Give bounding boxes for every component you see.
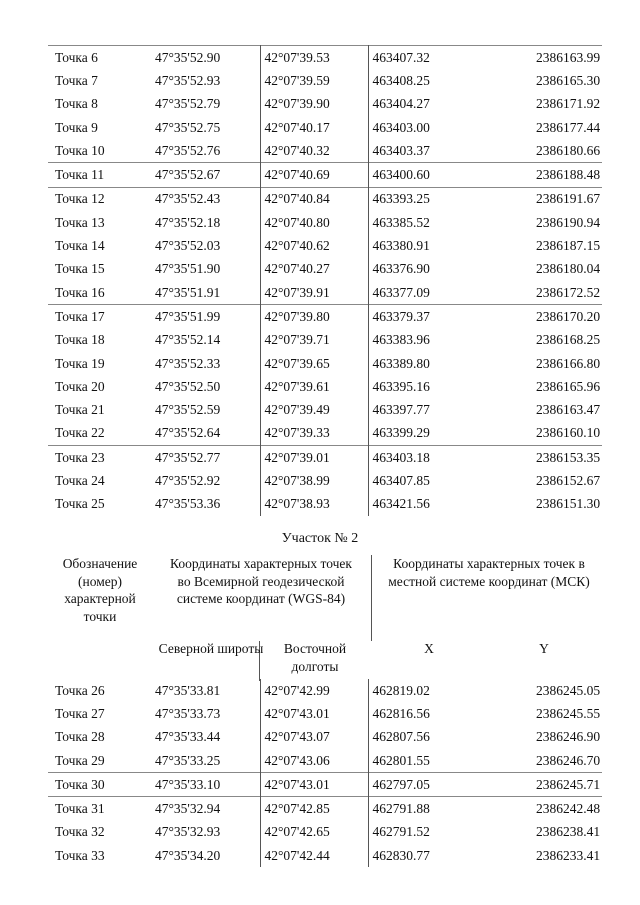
latitude-cell: 47°35'52.67 <box>148 163 260 187</box>
table-row <box>48 375 602 398</box>
coord-y-cell: 2386165.96 <box>536 378 601 394</box>
longitude-cell: 42°07'43.06 <box>260 749 368 773</box>
point-name-cell: Точка 24 <box>55 472 105 488</box>
table-row <box>48 139 602 163</box>
coord-x-cell: 463403.37 <box>372 142 430 158</box>
coord-x-cell: 462830.77 <box>372 847 430 863</box>
longitude-cell: 42°07'39.65 <box>260 352 368 375</box>
longitude-cell: 42°07'39.53 <box>260 46 368 70</box>
coord-y-cell: 2386163.99 <box>536 49 601 65</box>
point-name-cell: Точка 20 <box>55 378 105 394</box>
latitude-cell: 47°35'52.92 <box>148 469 260 492</box>
coord-y-cell: 2386180.66 <box>536 142 601 158</box>
latitude-cell: 47°35'52.79 <box>148 93 260 116</box>
longitude-cell: 42°07'40.62 <box>260 234 368 257</box>
point-name-cell: Точка 22 <box>55 425 105 441</box>
longitude-cell: 42°07'40.69 <box>260 163 368 187</box>
coord-x-cell: 463379.37 <box>368 305 482 329</box>
longitude-cell: 42°07'39.33 <box>260 422 368 446</box>
coord-x-cell: 463385.52 <box>372 214 430 230</box>
longitude-cell: 42°07'38.93 <box>260 493 368 516</box>
point-name-cell: Точка 18 <box>55 332 105 348</box>
point-name-cell: Точка 9 <box>55 119 98 135</box>
coord-x-cell: 463404.27 <box>372 96 430 112</box>
coord-y-cell: 2386170.20 <box>482 305 602 329</box>
latitude-cell: 47°35'52.43 <box>148 187 260 211</box>
latitude-cell: 47°35'53.36 <box>148 493 260 516</box>
point-name-cell: Точка 19 <box>55 355 105 371</box>
latitude-cell: 47°35'33.73 <box>148 702 260 725</box>
point-name-cell: Точка 8 <box>55 96 98 112</box>
header-msk: Координаты характерных точек в местной системе координат (МСК) <box>388 556 590 589</box>
point-name-cell: Точка 27 <box>55 705 105 721</box>
coordinates-table-section-2 <box>48 679 602 867</box>
table-row <box>48 211 602 234</box>
longitude-cell: 42°07'40.32 <box>260 139 368 163</box>
coord-x-cell: 462807.56 <box>372 729 430 745</box>
header-y: Y <box>539 641 549 656</box>
latitude-cell: 47°35'52.03 <box>148 234 260 257</box>
latitude-cell: 47°35'52.90 <box>148 46 260 70</box>
coord-x-cell: 463408.25 <box>372 72 430 88</box>
longitude-cell: 42°07'40.17 <box>260 116 368 139</box>
coord-x-cell: 463403.18 <box>368 446 482 470</box>
coord-x-cell: 463393.25 <box>368 187 482 211</box>
coord-y-cell: 2386163.47 <box>536 402 601 418</box>
coord-y-cell: 2386180.04 <box>536 261 601 277</box>
table-row <box>48 116 602 139</box>
longitude-cell: 42°07'42.65 <box>260 821 368 844</box>
point-name-cell: Точка 10 <box>55 142 105 158</box>
longitude-cell: 42°07'42.85 <box>260 797 368 821</box>
coord-y-cell: 2386172.52 <box>536 284 601 300</box>
latitude-cell: 47°35'52.50 <box>148 375 260 398</box>
table-row <box>48 773 602 797</box>
point-name-cell: Точка 33 <box>55 847 105 863</box>
coord-x-cell: 462816.56 <box>372 705 430 721</box>
point-name-cell: Точка 11 <box>48 163 148 187</box>
table-row <box>48 446 602 470</box>
coord-x-cell: 463407.85 <box>372 472 430 488</box>
table-row <box>48 352 602 375</box>
table-row <box>48 679 602 702</box>
coord-y-cell: 2386246.90 <box>536 729 601 745</box>
coord-y-cell: 2386160.10 <box>536 425 601 441</box>
header-wgs84: Координаты характерных точек во Всемирной геодезической системе координат (WGS-84) <box>170 556 352 606</box>
coord-x-cell: 463421.56 <box>372 496 430 512</box>
longitude-cell: 42°07'39.59 <box>260 69 368 92</box>
table-header-section-2 <box>48 553 602 681</box>
coord-y-cell: 2386171.92 <box>536 96 601 112</box>
longitude-cell: 42°07'40.27 <box>260 258 368 281</box>
section-title: Участок № 2 <box>281 531 359 546</box>
longitude-cell: 42°07'39.49 <box>260 398 368 421</box>
latitude-cell: 47°35'52.75 <box>148 116 260 139</box>
point-name-cell: Точка 7 <box>55 72 98 88</box>
table-row <box>48 821 602 844</box>
coordinates-table-section-1 <box>48 45 602 516</box>
coord-y-cell: 2386245.05 <box>536 682 601 698</box>
table-row <box>48 281 602 305</box>
table-row <box>48 749 602 773</box>
point-name-cell: Точка 17 <box>48 305 148 329</box>
point-name-cell: Точка 25 <box>55 496 105 512</box>
coord-y-cell: 2386245.55 <box>536 705 601 721</box>
table-row <box>48 329 602 352</box>
coord-x-cell: 463376.90 <box>372 261 430 277</box>
longitude-cell: 42°07'43.01 <box>260 773 368 797</box>
coord-x-cell: 462791.52 <box>372 824 430 840</box>
coord-x-cell: 463397.77 <box>372 402 430 418</box>
latitude-cell: 47°35'51.90 <box>148 258 260 281</box>
coord-x-cell: 463403.00 <box>372 119 430 135</box>
table-row <box>48 69 602 92</box>
header-point-designation: Обозначение (номер) характерной точки <box>62 556 138 624</box>
table-row <box>48 187 602 211</box>
latitude-cell: 47°35'52.59 <box>148 398 260 421</box>
coord-y-cell: 2386151.30 <box>536 496 601 512</box>
coord-y-cell: 2386187.15 <box>536 238 601 254</box>
longitude-cell: 42°07'39.61 <box>260 375 368 398</box>
coord-x-cell: 463399.29 <box>372 425 430 441</box>
coord-y-cell: 2386245.71 <box>482 773 602 797</box>
coord-x-cell: 463400.60 <box>368 163 482 187</box>
point-name-cell: Точка 31 <box>48 797 148 821</box>
table-row <box>48 422 602 446</box>
longitude-cell: 42°07'43.07 <box>260 726 368 749</box>
coord-y-cell: 2386191.67 <box>482 187 602 211</box>
latitude-cell: 47°35'52.18 <box>148 211 260 234</box>
latitude-cell: 47°35'52.77 <box>148 446 260 470</box>
point-name-cell: Точка 32 <box>55 824 105 840</box>
header-longitude: Восточной долготы <box>283 641 347 674</box>
table-row <box>48 797 602 821</box>
coord-x-cell: 462801.55 <box>372 752 430 768</box>
header-divider <box>371 555 372 641</box>
point-name-cell: Точка 15 <box>55 261 105 277</box>
coord-x-cell: 463377.09 <box>372 284 430 300</box>
coord-x-cell: 463383.96 <box>372 332 430 348</box>
table-row <box>48 258 602 281</box>
latitude-cell: 47°35'33.44 <box>148 726 260 749</box>
coord-y-cell: 2386233.41 <box>536 847 601 863</box>
coord-x-cell: 462819.02 <box>372 682 430 698</box>
latitude-cell: 47°35'51.99 <box>148 305 260 329</box>
latitude-cell: 47°35'33.10 <box>148 773 260 797</box>
longitude-cell: 42°07'39.80 <box>260 305 368 329</box>
point-name-cell: Точка 26 <box>55 682 105 698</box>
latitude-cell: 47°35'34.20 <box>148 844 260 867</box>
coord-x-cell: 463395.16 <box>372 378 430 394</box>
longitude-cell: 42°07'42.99 <box>260 679 368 702</box>
coord-x-cell: 463407.32 <box>372 49 430 65</box>
point-name-cell: Точка 14 <box>55 238 105 254</box>
longitude-cell: 42°07'42.44 <box>260 844 368 867</box>
latitude-cell: 47°35'52.14 <box>148 329 260 352</box>
longitude-cell: 42°07'38.99 <box>260 469 368 492</box>
coord-x-cell: 463389.80 <box>372 355 430 371</box>
point-name-cell: Точка 29 <box>55 752 105 768</box>
table-row <box>48 702 602 725</box>
coord-x-cell: 462791.88 <box>368 797 482 821</box>
table-row <box>48 93 602 116</box>
longitude-cell: 42°07'39.71 <box>260 329 368 352</box>
table-row <box>48 163 602 187</box>
point-name-cell: Точка 21 <box>55 402 105 418</box>
coord-y-cell: 2386242.48 <box>482 797 602 821</box>
latitude-cell: 47°35'33.25 <box>148 749 260 773</box>
coord-y-cell: 2386238.41 <box>536 824 601 840</box>
latitude-cell: 47°35'52.76 <box>148 139 260 163</box>
longitude-cell: 42°07'39.01 <box>260 446 368 470</box>
longitude-cell: 42°07'40.84 <box>260 187 368 211</box>
table-row <box>48 46 602 70</box>
coord-y-cell: 2386168.25 <box>536 332 601 348</box>
latitude-cell: 47°35'32.94 <box>148 797 260 821</box>
longitude-cell: 42°07'40.80 <box>260 211 368 234</box>
latitude-cell: 47°35'52.64 <box>148 422 260 446</box>
point-name-cell: Точка 30 <box>48 773 148 797</box>
longitude-cell: 42°07'39.91 <box>260 281 368 305</box>
point-name-cell: Точка 6 <box>55 49 98 65</box>
coord-y-cell: 2386177.44 <box>536 119 601 135</box>
table-row <box>48 726 602 749</box>
coord-y-cell: 2386152.67 <box>536 472 601 488</box>
table-row <box>48 493 602 516</box>
latitude-cell: 47°35'52.33 <box>148 352 260 375</box>
table-row <box>48 398 602 421</box>
latitude-cell: 47°35'32.93 <box>148 821 260 844</box>
point-name-cell: Точка 13 <box>55 214 105 230</box>
coord-y-cell: 2386166.80 <box>536 355 601 371</box>
latitude-cell: 47°35'33.81 <box>148 679 260 702</box>
longitude-cell: 42°07'43.01 <box>260 702 368 725</box>
coord-x-cell: 462797.05 <box>368 773 482 797</box>
point-name-cell: Точка 16 <box>55 284 105 300</box>
longitude-cell: 42°07'39.90 <box>260 93 368 116</box>
header-x: X <box>424 641 434 656</box>
coord-y-cell: 2386246.70 <box>536 752 601 768</box>
table-row <box>48 469 602 492</box>
table-row <box>48 844 602 867</box>
point-name-cell: Точка 28 <box>55 729 105 745</box>
table-row <box>48 234 602 257</box>
header-latitude: Северной широты <box>158 641 264 656</box>
table-row <box>48 305 602 329</box>
point-name-cell: Точка 12 <box>48 187 148 211</box>
coord-y-cell: 2386165.30 <box>536 72 601 88</box>
coord-y-cell: 2386188.48 <box>482 163 602 187</box>
latitude-cell: 47°35'52.93 <box>148 69 260 92</box>
coord-y-cell: 2386190.94 <box>536 214 601 230</box>
latitude-cell: 47°35'51.91 <box>148 281 260 305</box>
point-name-cell: Точка 23 <box>48 446 148 470</box>
coord-y-cell: 2386153.35 <box>482 446 602 470</box>
coord-x-cell: 463380.91 <box>372 238 430 254</box>
